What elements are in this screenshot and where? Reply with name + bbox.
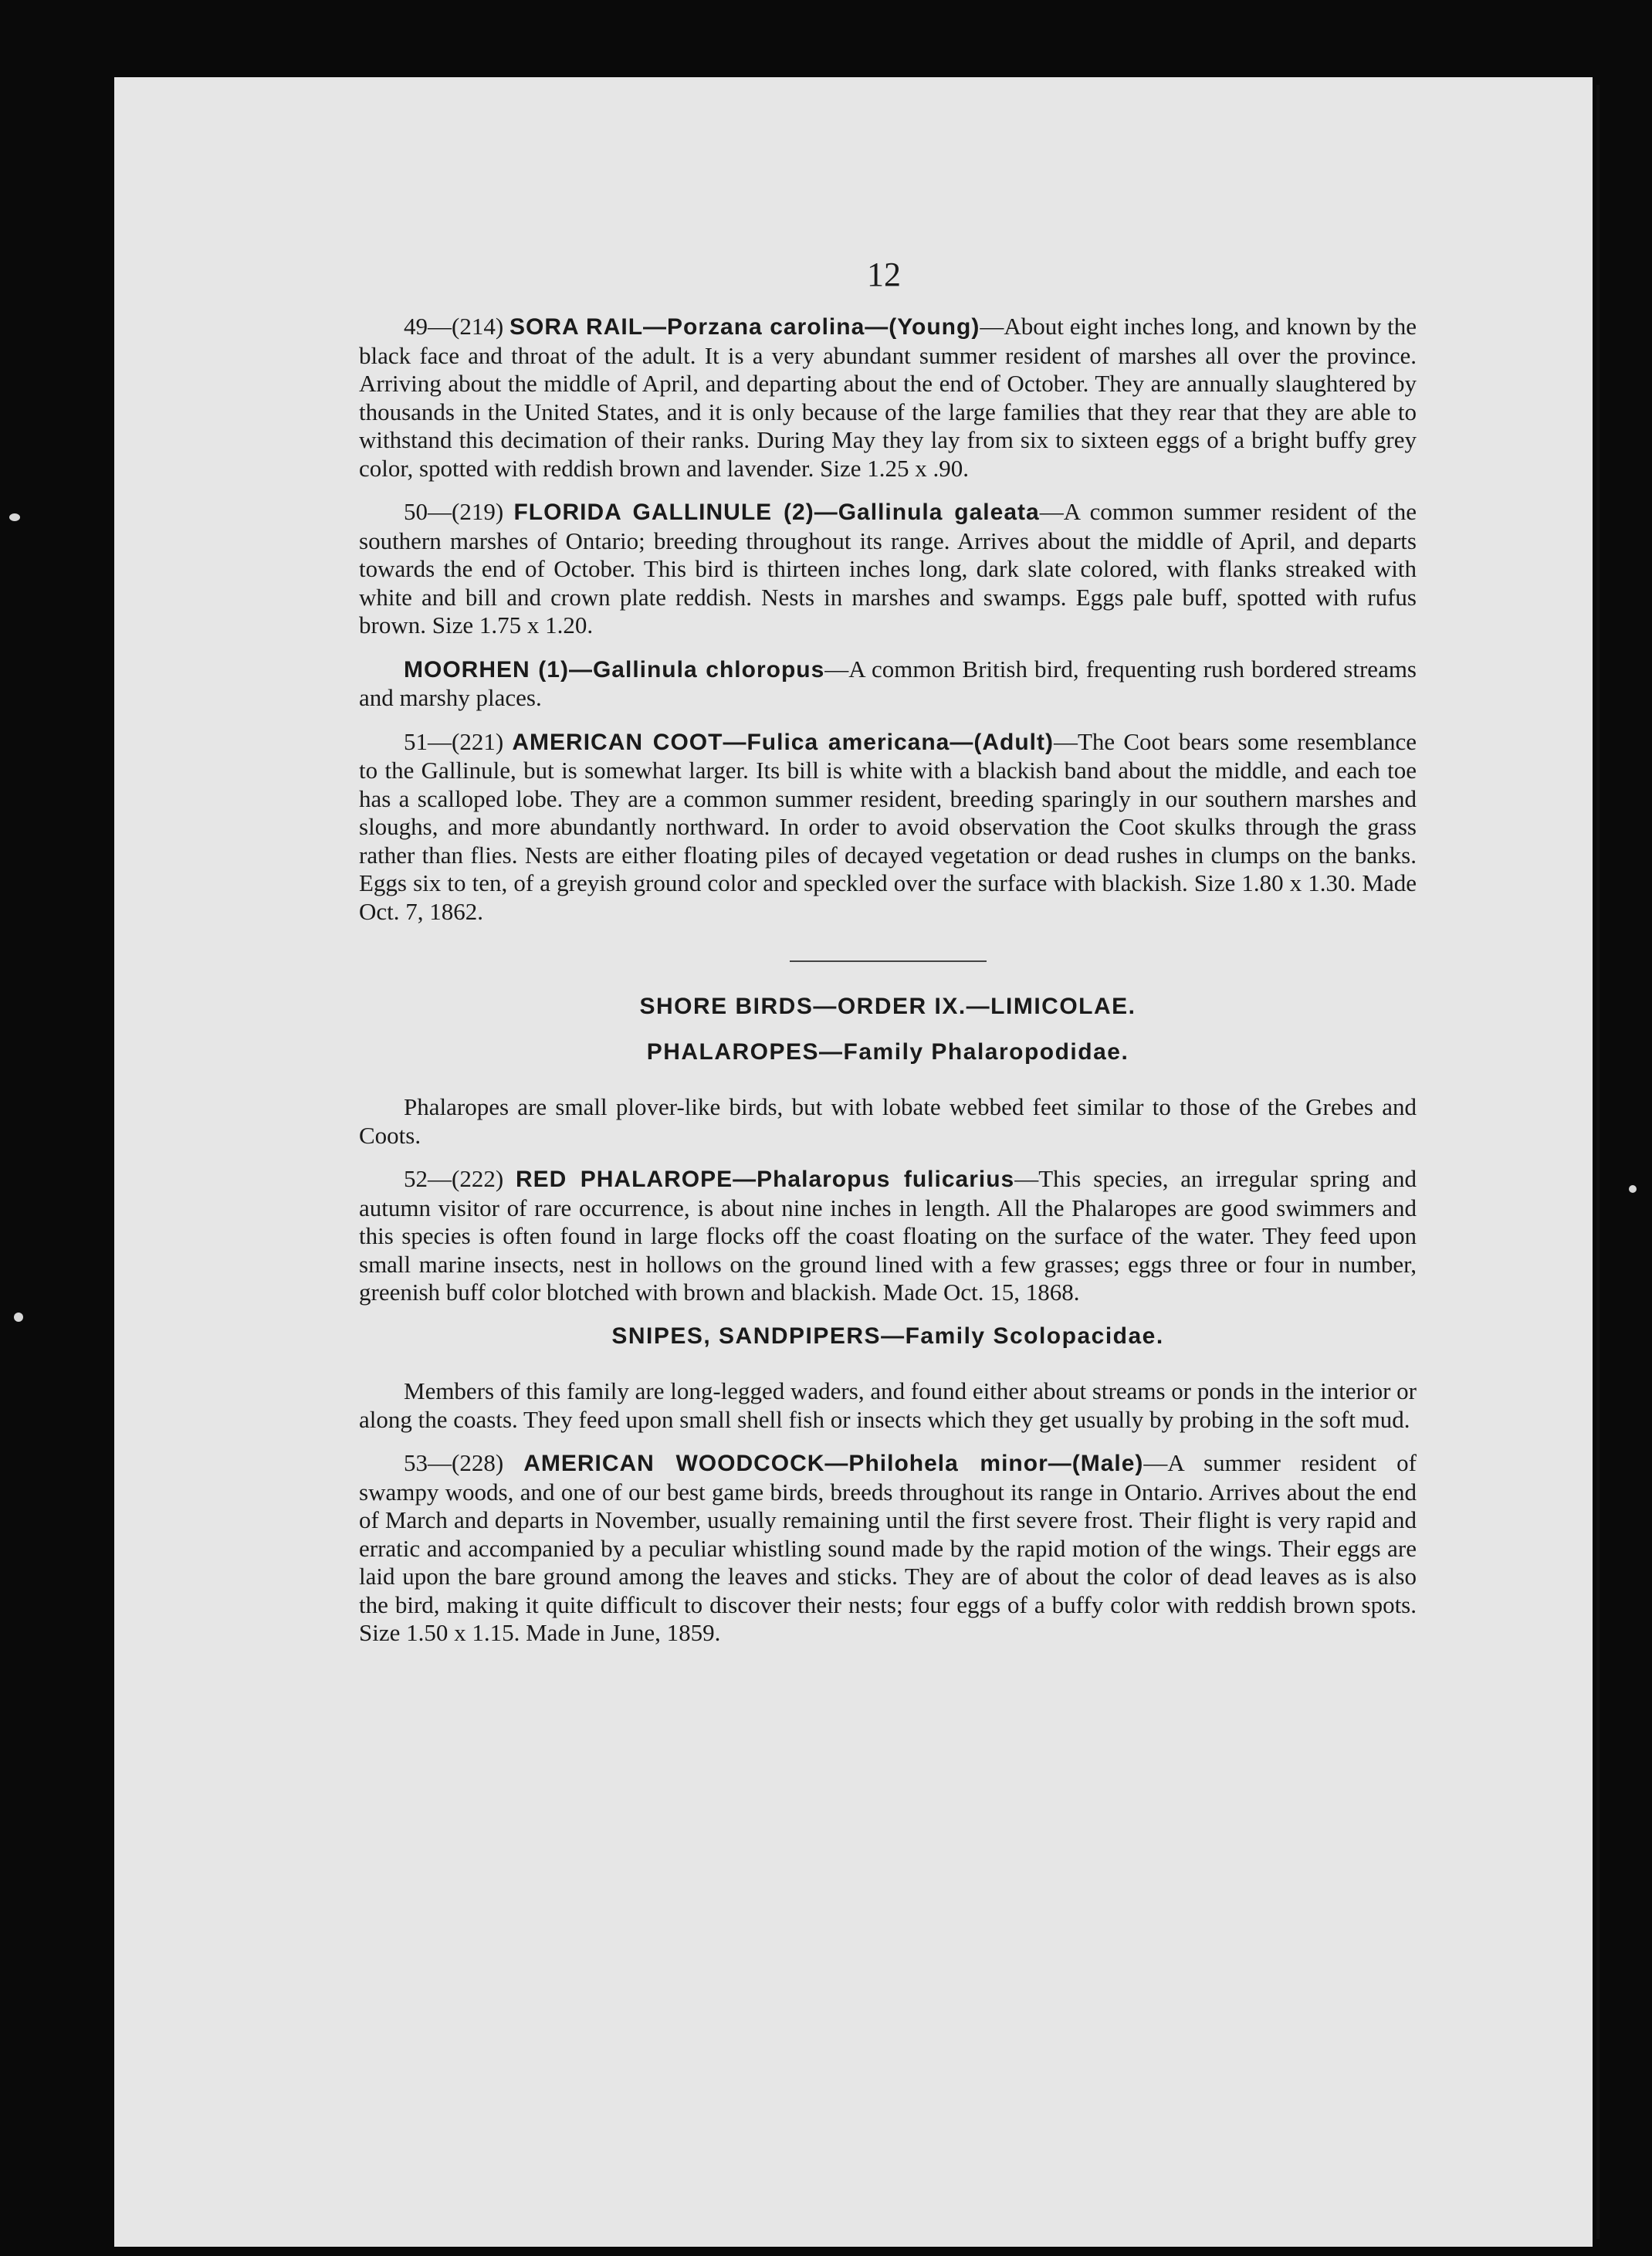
entry-number: 53—(228) [404,1449,504,1476]
family-heading-phalaropes: PHALAROPES—Family Phalaropodidae. [646,1038,1129,1065]
entry-description: —A summer resident of swampy woods, and one of our best game birds, breeds throughout its range in Ontario. Arrives about the end of March and departs in November, usually remaining until the first severe frost. Their flight is very rapid and erratic and accompanied by a peculiar whistling sound made by the rapid motion of the wings. Their eggs are laid upon the bare ground among the leaves and sticks. They are of about the color of dead leaves as is also the bird, making it quite difficult to discover their nests; four eggs of a buffy color with reddish brown spots. Size 1.50 x 1.15. Made in June, 1859. [359,1449,1417,1646]
section-heading: SHORE BIRDS—ORDER IX.—LIMICOLAE. [639,994,1136,1019]
family-intro-snipes: Members of this family are long-legged waders, and found either about streams or ponds in the interior or along the coasts. They feed upon small shell fish or insects which they get usually by probing in the soft mud. [359,1377,1417,1433]
entry-species-name: AMERICAN WOODCOCK—Philohela minor—(Male) [523,1451,1144,1476]
entry-description: —A common British bird, frequenting rush bordered streams and marshy places. [359,655,1417,711]
entry-number: 51—(221) [404,727,504,755]
entry-description: —The Coot bears some resemblance to the Gallinule, but is somewhat larger. Its bill is white with a blackish band about the middle, and each toe has a scalloped lobe. They are a common summer resident, breeding sparingly in our southern marshes and sloughs, and more abundantly northward. In order to avoid observation the Coot skulks through the grass rather than flies. Nests are either floating piles of decayed vegetation or dead rushes in clumps on the banks. Eggs six to ten, of a greyish ground color and speckled over the surface with blackish. Size 1.80 x 1.30. Made Oct. 7, 1862. [359,727,1417,925]
page-body [359,313,1417,1663]
entry-species-name: AMERICAN COOT—Fulica americana—(Adult) [512,729,1054,755]
family-heading-snipes: SNIPES, SANDPIPERS—Family Scolopacidae. [611,1323,1164,1349]
scan-speck [14,1313,23,1322]
entry-red-phalarope [359,1165,1417,1307]
entry-species-name: SORA RAIL—Porzana carolina—(Young) [509,314,980,340]
entry-species-name: RED PHALAROPE—Phalaropus fulicarius [515,1167,1015,1192]
section-divider [790,960,987,962]
entry-american-woodcock [359,1449,1417,1648]
scan-speck [1629,1185,1637,1193]
entry-description: —This species, an irregular spring and autumn visitor of rare occurrence, is about nine inches in length. All the Phalaropes are good swimmers and this species is often found in large flocks off the coast floating on the surface of the water. They feed upon small marine insects, nest in hollows on the ground lined with a few grasses; eggs three or four in number, greenish buff color blotched with brown and blackish. Made Oct. 15, 1868. [359,1165,1417,1306]
entry-florida-gallinule [359,498,1417,640]
page-edge-shadow [1596,85,1600,2239]
entry-number: 52—(222) [404,1165,504,1192]
family-intro-phalaropes: Phalaropes are small plover-like birds, but with lobate webbed feet similar to those of the Grebes and Coots. [359,1093,1417,1149]
entry-description: —A common summer resident of the southern marshes of Ontario; breeding throughout its range. Arrives about the middle of April, and departs towards the end of October. This bird is thirteen inches long, dark slate colored, with flanks streaked with white and bill and crown plate reddish. Nests in marshes and swamps. Eggs pale buff, spotted with rufus brown. Size 1.75 x 1.20. [359,498,1417,639]
entry-description: —About eight inches long, and known by the black face and throat of the adult. It is a very abundant summer resident of marshes all over the province. Arriving about the middle of April, and departing about the end of October. They are annually slaughtered by thousands in the United States, and it is only because of the large families that they rear that they are able to withstand this decimation of their ranks. During May they lay from six to sixteen eggs of a bright buffy grey color, spotted with reddish brown and lavender. Size 1.25 x .90. [359,313,1417,482]
entry-moorhen [359,655,1417,713]
entry-number: 50—(219) [404,498,504,525]
page-number: 12 [867,256,901,293]
entry-species-name: FLORIDA GALLINULE (2)—Gallinula galeata [513,500,1040,525]
scan-speck [9,513,20,521]
entry-sora-rail [359,313,1417,483]
entry-american-coot [359,728,1417,926]
entry-number: 49—(214) [404,313,504,340]
entry-species-name: MOORHEN (1)—Gallinula chloropus [404,656,825,683]
